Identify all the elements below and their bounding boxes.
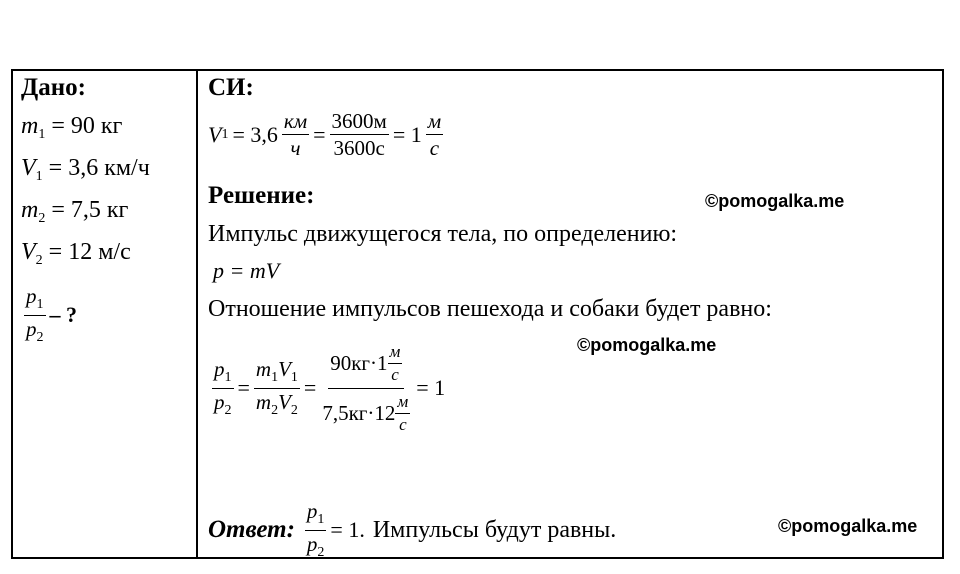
si-frac-3600 (330, 110, 389, 159)
si-f2-den: 3600с (333, 136, 385, 161)
answer-line (208, 500, 616, 560)
big-num-prefix: 90кг·1 (330, 351, 388, 376)
m1-value: = 90 кг (51, 113, 123, 139)
si-lhs-sub: 1 (221, 126, 229, 142)
ratio-eq1: = (237, 375, 250, 401)
big-num-unit (388, 343, 403, 384)
ratio-p2-sub: 2 (224, 402, 232, 418)
ratio-m2-var: m (255, 389, 272, 414)
v2-sub: 2 (35, 253, 43, 268)
answer-frac (305, 500, 327, 560)
big-den-prefix: 7,5кг·12 (322, 401, 396, 425)
big-den-unit-den: с (399, 414, 407, 434)
given-title: Дано: (21, 74, 86, 101)
si-eq1: = 3,6 (232, 121, 278, 147)
si-f2-num: 3600м (330, 110, 389, 135)
m2-value: = 7,5 кг (51, 197, 129, 223)
ratio-m2-sub: 2 (271, 402, 279, 418)
answer-p1-sub: 1 (317, 512, 325, 527)
ratio-v1-sub: 1 (290, 370, 298, 385)
given-m1 (21, 113, 122, 143)
solution-line1: Импульс движущегося тела, по определению: (208, 221, 678, 247)
ratio-p2-var: p (214, 389, 225, 414)
v1-var: V (21, 155, 36, 181)
find-den-var: p (26, 316, 37, 341)
si-f1-den: ч (290, 136, 301, 161)
solution-line2: Отношение импульсов пешехода и собаки будет равно: (208, 296, 772, 322)
ratio-p1-sub: 1 (224, 370, 232, 385)
column-divider (196, 69, 198, 559)
answer-p1-var: p (306, 499, 318, 523)
v1-value: = 3,6 км/ч (48, 155, 150, 181)
given-find (24, 285, 77, 345)
big-den-unit (395, 393, 410, 434)
ratio-v1-var: V (278, 357, 291, 381)
si-f3-num: м (426, 110, 443, 135)
ratio-m1-var: m (255, 357, 272, 381)
momentum-formula: p = mV (213, 258, 280, 283)
ratio-v2-sub: 2 (290, 402, 298, 418)
answer-label: Ответ: (208, 516, 295, 544)
answer-result: = 1. (330, 517, 365, 543)
si-frac-kmh (282, 110, 309, 159)
si-formula (208, 110, 443, 159)
find-num-sub: 1 (36, 297, 44, 312)
ratio-result: = 1 (416, 375, 446, 401)
ratio-p-frac (212, 358, 234, 418)
ratio-big-frac (320, 343, 412, 433)
find-fraction (24, 285, 46, 345)
given-v2 (21, 239, 131, 269)
find-den-sub: 2 (36, 329, 44, 345)
given-m2 (21, 197, 128, 227)
v1-sub: 1 (35, 169, 43, 184)
ratio-eq2: = (303, 375, 317, 401)
answer-p2-sub: 2 (317, 544, 325, 560)
ratio-mv-frac (254, 358, 300, 418)
si-f3-den: с (429, 136, 440, 161)
si-title: СИ: (208, 74, 254, 101)
watermark-2: ©pomogalka.me (577, 335, 717, 355)
big-den-unit-num: м (395, 393, 410, 414)
solution-title: Решение: (208, 182, 315, 209)
watermark-1: ©pomogalka.me (705, 191, 845, 211)
m1-var: m (21, 113, 39, 139)
given-v1 (21, 155, 150, 185)
si-eq2: = (313, 121, 326, 147)
ratio-p1-var: p (214, 357, 225, 381)
si-eq3: = 1 (392, 121, 422, 147)
si-frac-ms (426, 110, 443, 159)
ratio-formula (212, 343, 449, 433)
m1-sub: 1 (38, 127, 46, 142)
ratio-v2-var: V (278, 389, 291, 414)
v2-var: V (21, 239, 36, 265)
m2-var: m (21, 197, 39, 223)
answer-text: Импульсы будут равны. (372, 516, 617, 543)
answer-p2-var: p (306, 531, 318, 556)
big-num-unit-den: с (391, 364, 399, 384)
find-suffix: – ? (49, 302, 77, 328)
ratio-m1-sub: 1 (271, 370, 279, 385)
v2-value: = 12 м/с (48, 239, 131, 265)
big-num-unit-num: м (388, 343, 403, 364)
find-num-var: p (26, 284, 37, 308)
watermark-3: ©pomogalka.me (778, 516, 918, 536)
si-f1-num: км (282, 110, 309, 135)
si-lhs-var: V (208, 121, 222, 147)
m2-sub: 2 (38, 211, 46, 226)
